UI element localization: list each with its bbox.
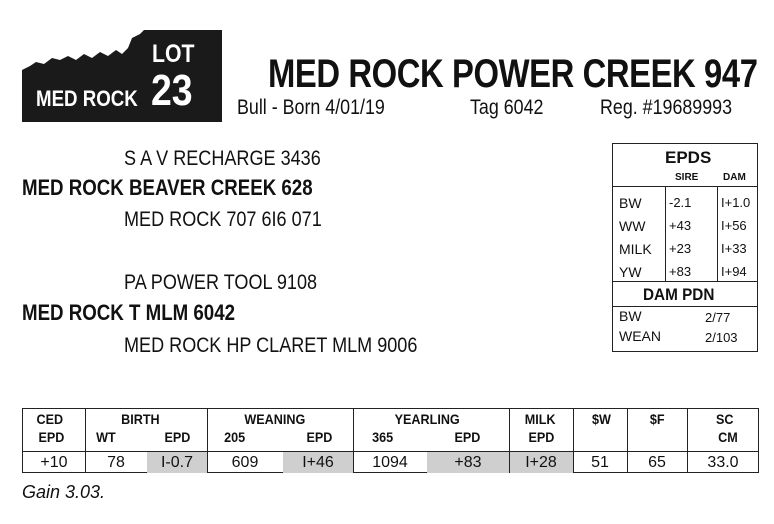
dam-pdn-value: 2/77 bbox=[705, 310, 731, 325]
sub-ced-epd: EPD bbox=[38, 429, 65, 445]
sub-wean-205: 205 bbox=[224, 429, 246, 445]
epd-sire-value: +83 bbox=[669, 264, 692, 279]
sub-year-epd: EPD bbox=[454, 429, 481, 445]
epd-sire-value: -2.1 bbox=[669, 195, 692, 210]
val-sf: 65 bbox=[648, 454, 666, 471]
tag-number: Tag 6042 bbox=[470, 96, 544, 119]
val-milk: I+28 bbox=[525, 454, 557, 471]
dam-pdn-label: BW bbox=[619, 308, 642, 324]
val-year-365: 1094 bbox=[372, 454, 408, 471]
epd-trait: BW bbox=[619, 195, 642, 211]
epd-sire-value: +23 bbox=[669, 241, 692, 256]
dam: MED ROCK T MLM 6042 bbox=[22, 300, 236, 325]
epd-trait: MILK bbox=[619, 241, 652, 257]
col-birth: BIRTH bbox=[121, 411, 160, 427]
val-year-epd: +83 bbox=[454, 454, 482, 471]
animal-title: MED ROCK POWER CREEK 947 bbox=[268, 52, 758, 96]
sex-born: Bull - Born 4/01/19 bbox=[237, 96, 385, 119]
epds-col-dam: DAM bbox=[723, 172, 746, 183]
sub-birth-wt: WT bbox=[96, 429, 116, 445]
dam-pdn-title: DAM PDN bbox=[643, 285, 715, 304]
registration-number: Reg. #19689993 bbox=[600, 96, 733, 119]
val-birth-epd: I-0.7 bbox=[160, 454, 193, 471]
col-ced: CED bbox=[36, 411, 64, 427]
col-yearling: YEARLING bbox=[394, 411, 460, 427]
val-sc: 33.0 bbox=[707, 454, 739, 471]
dam-sire: PA POWER TOOL 9108 bbox=[124, 271, 318, 294]
val-birth-wt: 78 bbox=[107, 454, 125, 471]
lot-label: LOT bbox=[152, 40, 195, 68]
col-sc: SC bbox=[715, 411, 734, 427]
epds-title: EPDS bbox=[665, 148, 712, 167]
val-ced: +10 bbox=[40, 454, 68, 471]
sire-dam: MED ROCK 707 6I6 071 bbox=[124, 208, 322, 231]
sire: MED ROCK BEAVER CREEK 628 bbox=[22, 175, 313, 200]
epd-dam-value: I+94 bbox=[721, 264, 747, 279]
sub-sc-cm: CM bbox=[718, 429, 738, 445]
epd-dam-value: I+33 bbox=[721, 241, 747, 256]
epd-trait: YW bbox=[619, 264, 642, 280]
sub-milk-epd: EPD bbox=[528, 429, 555, 445]
dam-pdn-label: WEAN bbox=[619, 328, 661, 344]
col-sw: $W bbox=[592, 411, 611, 427]
brand-name: MED ROCK bbox=[36, 86, 138, 111]
lot-number: 23 bbox=[151, 66, 193, 115]
performance-table bbox=[22, 408, 759, 473]
col-weaning: WEANING bbox=[244, 411, 306, 427]
val-sw: 51 bbox=[591, 454, 609, 471]
val-wean-epd: I+46 bbox=[302, 454, 334, 471]
sub-birth-epd: EPD bbox=[164, 429, 191, 445]
sub-wean-epd: EPD bbox=[306, 429, 333, 445]
epds-col-sire: SIRE bbox=[675, 172, 699, 183]
col-sf: $F bbox=[649, 411, 665, 427]
epd-box bbox=[612, 143, 758, 352]
epd-trait: WW bbox=[619, 218, 646, 234]
sub-year-365: 365 bbox=[372, 429, 394, 445]
sire-sire: S A V RECHARGE 3436 bbox=[124, 147, 321, 170]
epd-sire-value: +43 bbox=[669, 218, 692, 233]
epd-dam-value: I+56 bbox=[721, 218, 747, 233]
dam-pdn-value: 2/103 bbox=[705, 330, 738, 345]
col-milk: MILK bbox=[524, 411, 556, 427]
val-wean-205: 609 bbox=[231, 454, 259, 471]
epd-dam-value: I+1.0 bbox=[721, 195, 751, 210]
dam-dam: MED ROCK HP CLARET MLM 9006 bbox=[124, 334, 418, 357]
gain-note: Gain 3.03. bbox=[22, 482, 106, 502]
